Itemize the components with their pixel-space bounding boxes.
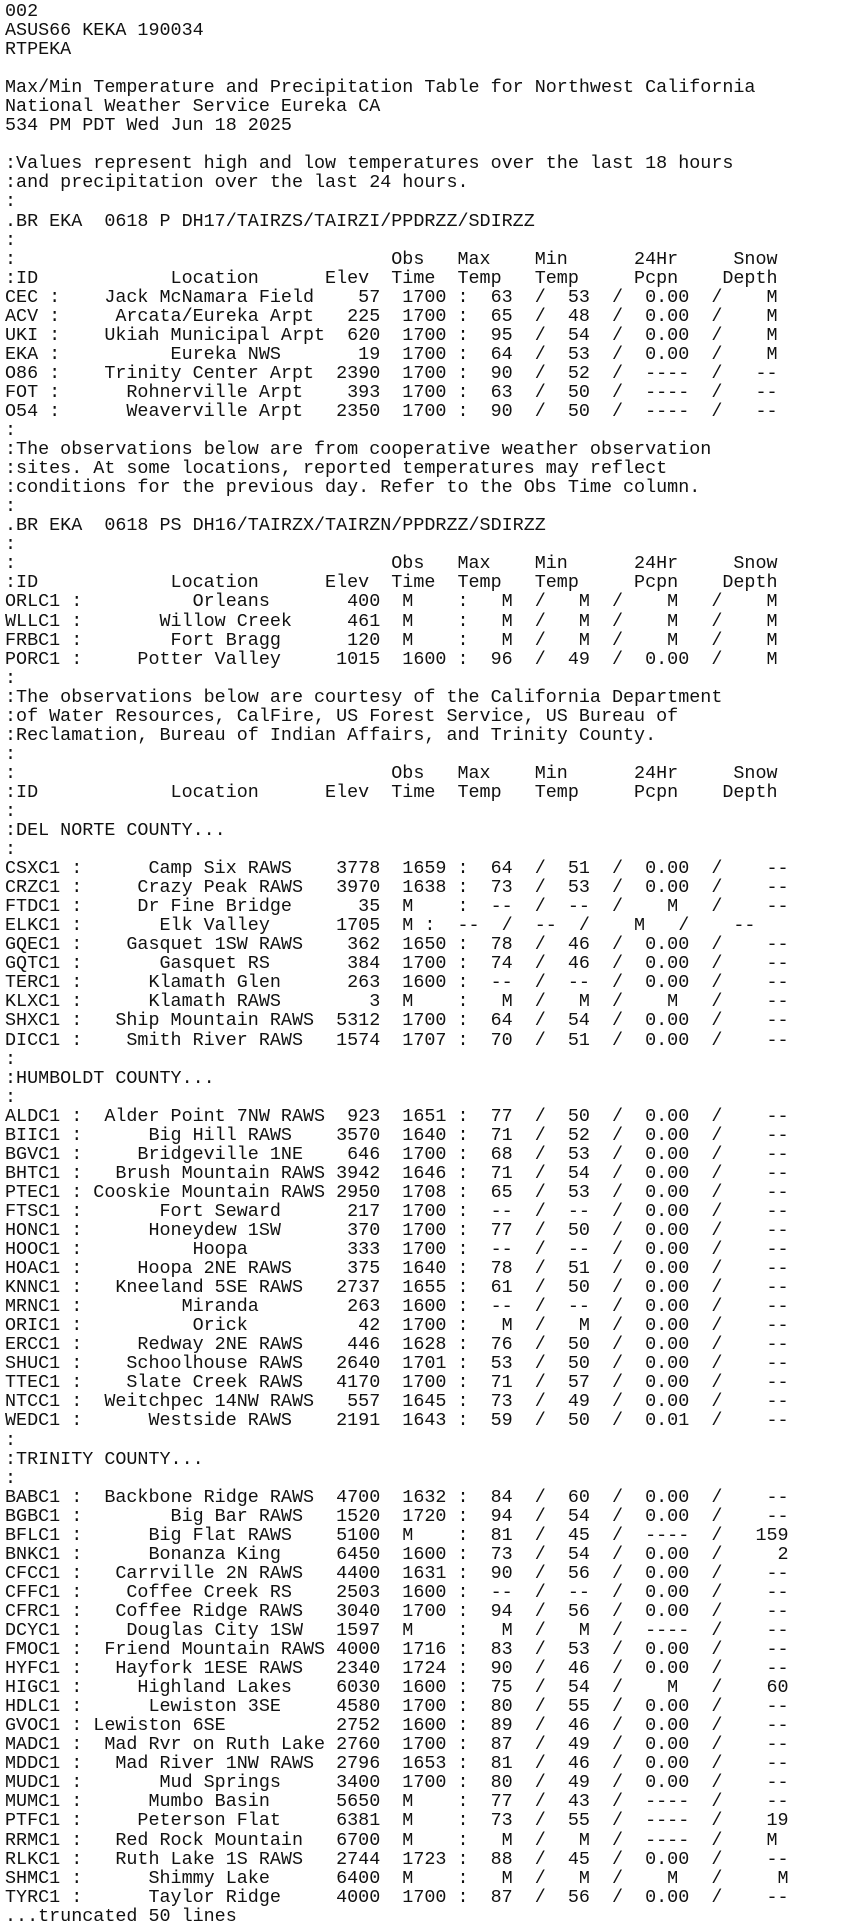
product-line: : <box>5 1429 17 1451</box>
product-line: .BR EKA 0618 P DH17/TAIRZS/TAIRZI/PPDRZZ/SDIRZZ <box>5 210 535 232</box>
product-line: : <box>5 534 17 556</box>
product-line: HIGC1 : Highland Lakes 6030 1600 : 75 / 54 / M / 60 <box>5 1677 789 1699</box>
product-line: ACV : Arcata/Eureka Arpt 225 1700 : 65 / 48 / 0.00 / M <box>5 305 778 327</box>
product-line: RTPEKA <box>5 39 72 61</box>
product-line: KLXC1 : Klamath RAWS 3 M : M / M / M / -- <box>5 991 789 1013</box>
product-line: ORIC1 : Orick 42 1700 : M / M / 0.00 / -- <box>5 1315 789 1337</box>
product-line: ...truncated 50 lines <box>5 1905 237 1927</box>
product-line: PORC1 : Potter Valley 1015 1600 : 96 / 49 / 0.00 / M <box>5 648 778 670</box>
product-line: SHUC1 : Schoolhouse RAWS 2640 1701 : 53 / 50 / 0.00 / -- <box>5 1353 789 1375</box>
product-line: PTEC1 : Cooskie Mountain RAWS 2950 1708 : 65 / 53 / 0.00 / -- <box>5 1181 789 1203</box>
product-line: UKI : Ukiah Municipal Arpt 620 1700 : 95 / 54 / 0.00 / M <box>5 324 778 346</box>
product-line: GQTC1 : Gasquet RS 384 1700 : 74 / 46 / 0.00 / -- <box>5 953 789 975</box>
product-line: :ID Location Elev Time Temp Temp Pcpn Depth <box>5 572 778 594</box>
product-line <box>5 135 789 154</box>
product-line: GVOC1 : Lewiston 6SE 2752 1600 : 89 / 46 / 0.00 / -- <box>5 1715 789 1737</box>
product-line: RLKC1 : Ruth Lake 1S RAWS 2744 1723 : 88 / 45 / 0.00 / -- <box>5 1848 789 1870</box>
product-line: SHMC1 : Shimmy Lake 6400 M : M / M / M / M <box>5 1867 789 1889</box>
product-line <box>5 59 789 78</box>
product-line: BFLC1 : Big Flat RAWS 5100 M : 81 / 45 / ---- / 159 <box>5 1524 789 1546</box>
product-line: RRMC1 : Red Rock Mountain 6700 M : M / M / ---- / M <box>5 1829 778 1851</box>
product-line: : <box>5 420 17 442</box>
product-line: : <box>5 496 17 518</box>
product-line: : <box>5 667 17 689</box>
product-line: CFCC1 : Carrville 2N RAWS 4400 1631 : 90 / 56 / 0.00 / -- <box>5 1562 789 1584</box>
product-line: : <box>5 229 17 251</box>
product-line: CEC : Jack McNamara Field 57 1700 : 63 / 53 / 0.00 / M <box>5 286 778 308</box>
product-line: FOT : Rohnerville Arpt 393 1700 : 63 / 50 / ---- / -- <box>5 381 778 403</box>
product-line: Max/Min Temperature and Precipitation Table for Northwest California <box>5 77 756 99</box>
product-line: KNNC1 : Kneeland 5SE RAWS 2737 1655 : 61 / 50 / 0.00 / -- <box>5 1277 789 1299</box>
product-line: : Obs Max Min 24Hr Snow <box>5 248 778 270</box>
product-line: :Reclamation, Bureau of Indian Affairs, and Trinity County. <box>5 724 657 746</box>
product-line: EKA : Eureka NWS 19 1700 : 64 / 53 / 0.00 / M <box>5 343 778 365</box>
product-line: WEDC1 : Westside RAWS 2191 1643 : 59 / 50 / 0.01 / -- <box>5 1410 789 1432</box>
product-line: :DEL NORTE COUNTY... <box>5 820 226 842</box>
product-line: : Obs Max Min 24Hr Snow <box>5 553 778 575</box>
product-line: DICC1 : Smith River RAWS 1574 1707 : 70 / 51 / 0.00 / -- <box>5 1029 789 1051</box>
product-line: :conditions for the previous day. Refer to the Obs Time column. <box>5 477 701 499</box>
product-line: :ID Location Elev Time Temp Temp Pcpn Depth <box>5 781 778 803</box>
product-line: MADC1 : Mad Rvr on Ruth Lake 2760 1700 : 87 / 49 / 0.00 / -- <box>5 1734 789 1756</box>
product-line: CSXC1 : Camp Six RAWS 3778 1659 : 64 / 51 / 0.00 / -- <box>5 858 789 880</box>
product-line: :HUMBOLDT COUNTY... <box>5 1067 215 1089</box>
product-line: GQEC1 : Gasquet 1SW RAWS 362 1650 : 78 / 46 / 0.00 / -- <box>5 934 789 956</box>
product-line: HONC1 : Honeydew 1SW 370 1700 : 77 / 50 / 0.00 / -- <box>5 1220 789 1241</box>
product-line: FTSC1 : Fort Seward 217 1700 : -- / -- / 0.00 / -- <box>5 1200 789 1222</box>
product-line: MUDC1 : Mud Springs 3400 1700 : 80 / 49 / 0.00 / -- <box>5 1772 789 1794</box>
product-line: ELKC1 : Elk Valley 1705 M : -- / -- / M / -- <box>5 915 756 937</box>
product-line: NTCC1 : Weitchpec 14NW RAWS 557 1645 : 73 / 49 / 0.00 / -- <box>5 1391 789 1413</box>
product-line: TTEC1 : Slate Creek RAWS 4170 1700 : 71 / 57 / 0.00 / -- <box>5 1372 789 1394</box>
product-line: : <box>5 1048 17 1070</box>
product-line: SHXC1 : Ship Mountain RAWS 5312 1700 : 64 / 54 / 0.00 / -- <box>5 1010 789 1032</box>
product-line: :Values represent high and low temperatures over the last 18 hours <box>5 153 734 175</box>
product-line: 002 <box>5 1 39 22</box>
product-line: .BR EKA 0618 PS DH16/TAIRZX/TAIRZN/PPDRZZ/SDIRZZ <box>5 515 546 537</box>
product-line: PTFC1 : Peterson Flat 6381 M : 73 / 55 / ---- / 19 <box>5 1810 789 1832</box>
product-line: CFFC1 : Coffee Creek RS 2503 1600 : -- / -- / 0.00 / -- <box>5 1581 789 1603</box>
product-line: CFRC1 : Coffee Ridge RAWS 3040 1700 : 94 / 56 / 0.00 / -- <box>5 1600 789 1622</box>
product-line: ASUS66 KEKA 190034 <box>5 20 204 42</box>
product-line: :The observations below are from cooperative weather observation <box>5 439 712 461</box>
product-line: : <box>5 743 17 765</box>
product-line: :TRINITY COUNTY... <box>5 1448 204 1470</box>
product-line: BIIC1 : Big Hill RAWS 3570 1640 : 71 / 52 / 0.00 / -- <box>5 1124 789 1146</box>
product-line: : <box>5 839 17 861</box>
product-line: O54 : Weaverville Arpt 2350 1700 : 90 / 50 / ---- / -- <box>5 400 778 422</box>
product-line: MUMC1 : Mumbo Basin 5650 M : 77 / 43 / ---- / -- <box>5 1791 789 1813</box>
product-line: FRBC1 : Fort Bragg 120 M : M / M / M / M <box>5 629 778 651</box>
product-line: FTDC1 : Dr Fine Bridge 35 M : -- / -- / M / -- <box>5 896 789 918</box>
product-line: :sites. At some locations, reported temperatures may reflect <box>5 458 668 480</box>
product-line: 534 PM PDT Wed Jun 18 2025 <box>5 115 292 137</box>
product-line: : <box>5 1467 17 1489</box>
product-line: :The observations below are courtesy of the California Department <box>5 686 723 708</box>
product-line: ERCC1 : Redway 2NE RAWS 446 1628 : 76 / 50 / 0.00 / -- <box>5 1334 789 1356</box>
product-line: BGVC1 : Bridgeville 1NE 646 1700 : 68 / 53 / 0.00 / -- <box>5 1143 789 1165</box>
product-line: BGBC1 : Big Bar RAWS 1520 1720 : 94 / 54 / 0.00 / -- <box>5 1505 789 1527</box>
product-line: : <box>5 191 17 213</box>
product-line: : <box>5 800 17 822</box>
product-line: CRZC1 : Crazy Peak RAWS 3970 1638 : 73 / 53 / 0.00 / -- <box>5 877 789 899</box>
product-line: FMOC1 : Friend Mountain RAWS 4000 1716 : 83 / 53 / 0.00 / -- <box>5 1639 789 1661</box>
product-line: HYFC1 : Hayfork 1ESE RAWS 2340 1724 : 90 / 46 / 0.00 / -- <box>5 1658 789 1680</box>
product-line: O86 : Trinity Center Arpt 2390 1700 : 90 / 52 / ---- / -- <box>5 362 778 384</box>
product-line: TERC1 : Klamath Glen 263 1600 : -- / -- / 0.00 / -- <box>5 972 789 994</box>
nws-product-text <box>5 2 789 1926</box>
product-line: : Obs Max Min 24Hr Snow <box>5 762 778 784</box>
product-line: :and precipitation over the last 24 hours. <box>5 172 469 194</box>
product-line: ALDC1 : Alder Point 7NW RAWS 923 1651 : 77 / 50 / 0.00 / -- <box>5 1105 789 1127</box>
product-line: : <box>5 1086 17 1108</box>
product-line: HOOC1 : Hoopa 333 1700 : -- / -- / 0.00 / -- <box>5 1239 789 1261</box>
product-line: TYRC1 : Taylor Ridge 4000 1700 : 87 / 56 / 0.00 / -- <box>5 1886 789 1908</box>
product-line: HDLC1 : Lewiston 3SE 4580 1700 : 80 / 55 / 0.00 / -- <box>5 1696 789 1718</box>
product-line: BNKC1 : Bonanza King 6450 1600 : 73 / 54 / 0.00 / 2 <box>5 1543 789 1565</box>
product-line: ORLC1 : Orleans 400 M : M / M / M / M <box>5 591 778 613</box>
product-line: HOAC1 : Hoopa 2NE RAWS 375 1640 : 78 / 51 / 0.00 / -- <box>5 1258 789 1280</box>
product-line: BABC1 : Backbone Ridge RAWS 4700 1632 : 84 / 60 / 0.00 / -- <box>5 1486 789 1508</box>
product-line: National Weather Service Eureka CA <box>5 96 381 118</box>
product-line: MRNC1 : Miranda 263 1600 : -- / -- / 0.00 / -- <box>5 1296 789 1318</box>
product-line: DCYC1 : Douglas City 1SW 1597 M : M / M / ---- / -- <box>5 1619 789 1641</box>
product-line: :of Water Resources, CalFire, US Forest Service, US Bureau of <box>5 705 679 727</box>
product-line: :ID Location Elev Time Temp Temp Pcpn Depth <box>5 267 778 289</box>
product-line: BHTC1 : Brush Mountain RAWS 3942 1646 : 71 / 54 / 0.00 / -- <box>5 1162 789 1184</box>
product-line: WLLC1 : Willow Creek 461 M : M / M / M / M <box>5 610 778 632</box>
product-line: MDDC1 : Mad River 1NW RAWS 2796 1653 : 81 / 46 / 0.00 / -- <box>5 1753 789 1775</box>
